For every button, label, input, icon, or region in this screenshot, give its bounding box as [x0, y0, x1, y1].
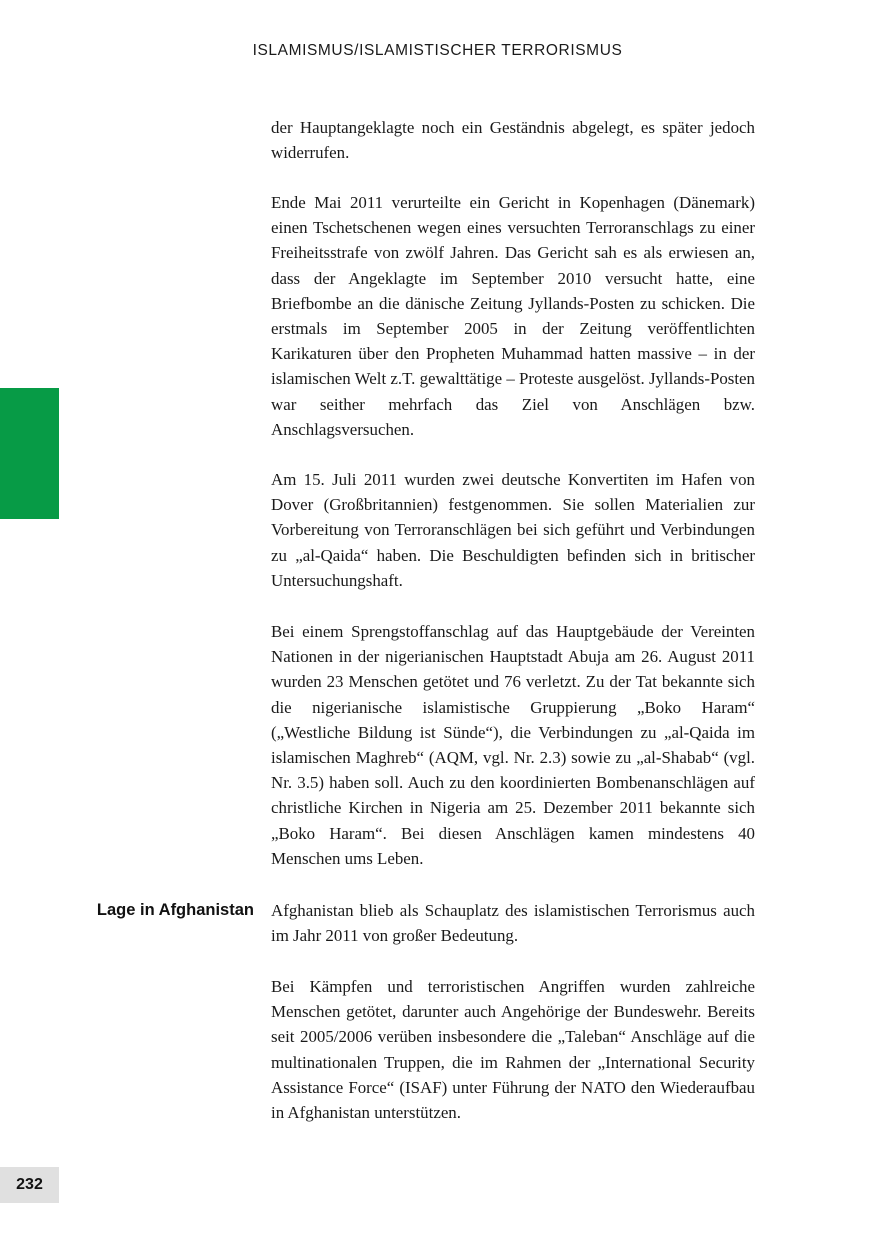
page-number: 232 — [16, 1176, 43, 1193]
paragraph-text: Am 15. Juli 2011 wurden zwei deutsche Konvertiten im Hafen von Dover (Großbritannien) festgenommen. Sie sollen Materialien zur Vorbereitung von Terroranschlägen bei sich geführt und Verbindungen zu „al-Qaida“ haben. Die Beschuldigten befinden sich in britischer Untersuchungshaft. — [271, 470, 755, 590]
paragraph-6 — [271, 974, 755, 1125]
paragraph-4 — [271, 619, 755, 871]
paragraph-text: Bei Kämpfen und terroristischen Angriffen wurden zahlreiche Menschen getötet, darunter auch Angehörige der Bundeswehr. Bereits seit 2005/2006 verüben insbesondere die „Taleban“ Anschläge auf die multinationalen Truppen, die im Rahmen der „International Security Assistance Force“ (ISAF) unter Führung der NATO den Wiederaufbau in Afghanistan unterstützen. — [271, 977, 755, 1123]
paragraph-text: Bei einem Sprengstoffanschlag auf das Hauptgebäude der Vereinten Nationen in der nigerianischen Hauptstadt Abuja am 26. August 2011 wurden 23 Menschen getötet und 76 verletzt. Zu der Tat bekannte sich die nigerianische islamistische Gruppierung „Boko Haram“ („Westliche Bildung ist Sünde“), die Verbindungen zu „al-Qaida im islamischen Maghreb“ (AQM, vgl. Nr. 2.3) sowie zu „al-Shabab“ (vgl. Nr. 3.5) haben soll. Auch zu den koordinierten Bombenanschlägen auf christliche Kirchen in Nigeria am 25. Dezember 2011 bekannte sich „Boko Haram“. Bei diesen Anschlägen kamen mindestens 40 Menschen ums Leben. — [271, 622, 755, 868]
paragraph-5 — [271, 898, 755, 948]
section-heading: Lage in Afghanistan — [96, 901, 254, 919]
paragraph-text: Afghanistan blieb als Schauplatz des islamistischen Terrorismus auch im Jahr 2011 von großer Bedeutung. — [271, 901, 755, 946]
paragraph-text: der Hauptangeklagte noch ein Geständnis abgelegt, es später jedoch widerrufen. — [271, 118, 755, 163]
chapter-color-tab — [0, 388, 59, 519]
running-header: ISLAMISMUS/ISLAMISTISCHER TERRORISMUS — [252, 42, 623, 59]
page-number-box — [0, 1167, 59, 1203]
paragraph-text: Ende Mai 2011 verurteilte ein Gericht in Kopenhagen (Dänemark) einen Tschetschenen wegen eines versuchten Terroranschlags zu einer Freiheitsstrafe von zwölf Jahren. Das Gericht sah es als erwiesen an, dass der Angeklagte im September 2010 versucht hatte, eine Briefbombe an die dänische Zeitung Jyllands-Posten zu schicken. Die erstmals im September 2005 in der Zeitung veröffentlichten Karikaturen über den Propheten Muhammad hatten massive – in der islamischen Welt z.T. gewalttätige – Proteste ausgelöst. Jyllands-Posten war seither mehrfach das Ziel von Anschlägen bzw. Anschlagsversuchen. — [271, 193, 755, 439]
paragraph-3 — [271, 467, 755, 593]
paragraph-1 — [271, 115, 755, 165]
paragraph-2 — [271, 190, 755, 442]
